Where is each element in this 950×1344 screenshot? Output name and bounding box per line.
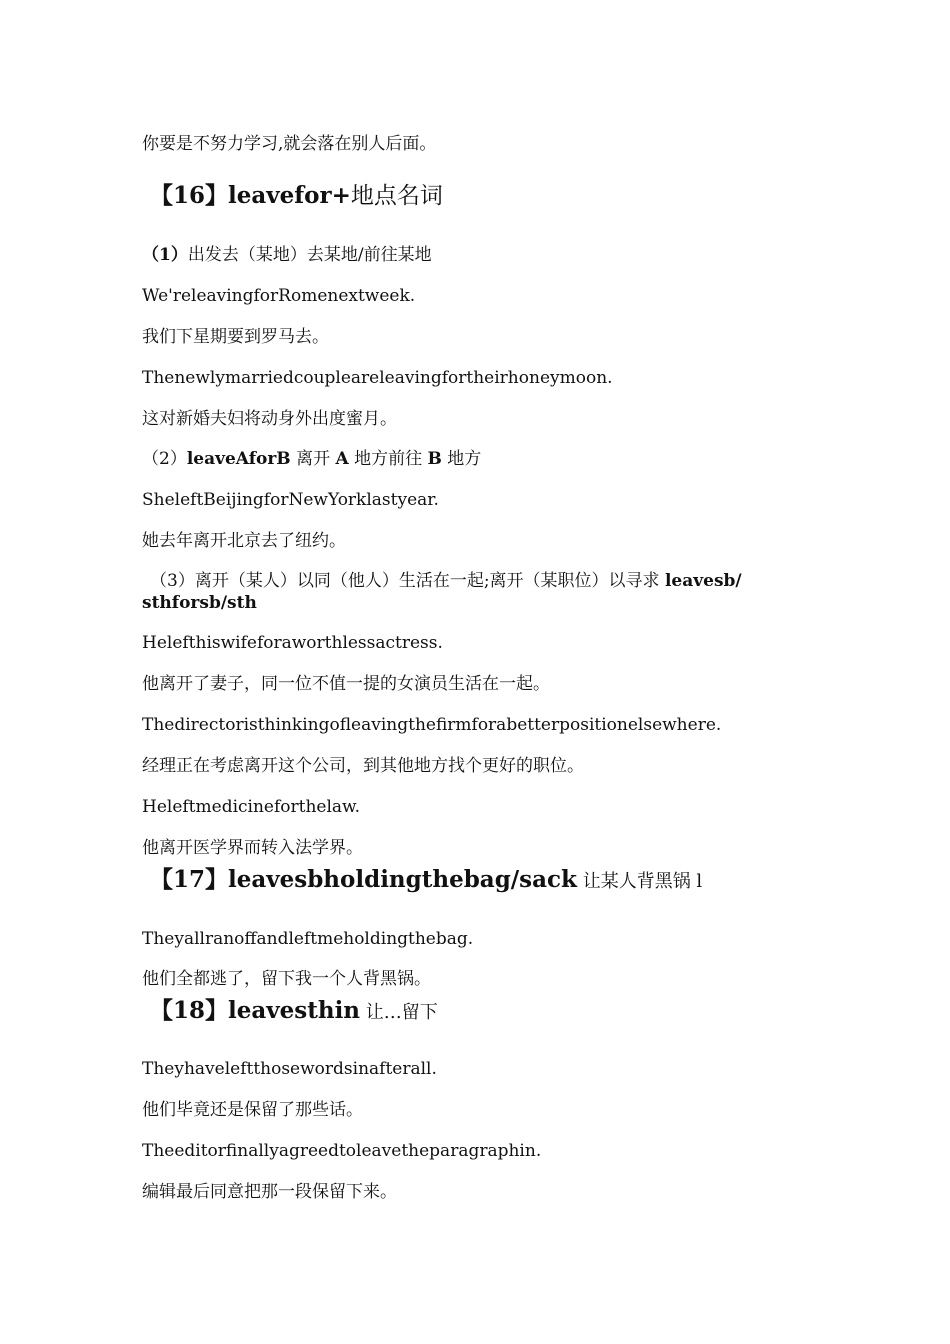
example-zh: 经理正在考虑离开这个公司，到其他地方找个更好的职位。 <box>142 756 584 776</box>
example-en: Helefthiswifeforaworthlessactress. <box>142 633 443 653</box>
text-line: 你要是不努力学习,就会落在别人后面。 <box>142 134 437 154</box>
heading-tail: 地点名词 <box>350 183 443 209</box>
example-zh: 这对新婚夫妇将动身外出度蜜月。 <box>142 409 397 429</box>
sub-bold: B <box>427 449 442 469</box>
example-zh: 他离开医学界而转入法学界。 <box>142 838 363 858</box>
sub-bold: A <box>335 449 349 469</box>
heading-bold: 【17】leavesbholdingthebag/sack <box>150 866 577 893</box>
heading-tail: 让…留下 <box>360 1002 438 1023</box>
example-zh: 他离开了妻子，同一位不值一提的女演员生活在一起。 <box>142 674 550 694</box>
sub-text: 地方 <box>441 449 482 469</box>
sub-number: （2） <box>142 449 187 469</box>
example-en: We'releavingforRomenextweek. <box>142 286 416 306</box>
subsection-1 <box>142 244 432 266</box>
heading-bold: 【16】leavefor+ <box>150 182 351 209</box>
sub-text: 地方前往 <box>348 449 428 469</box>
example-zh: 他们毕竟还是保留了那些话。 <box>142 1100 363 1120</box>
example-en: Heleftmedicineforthelaw. <box>142 797 360 817</box>
example-zh: 编辑最后同意把那一段保留下来。 <box>142 1182 397 1202</box>
example-zh: 我们下星期要到罗马去。 <box>142 327 329 347</box>
example-en: SheleftBeijingforNewYorklastyear. <box>142 490 439 510</box>
sub-text: 离开（某人）以同（他人）生活在一起;离开（某职位）以寻求 <box>194 571 665 591</box>
example-en: Thedirectoristhinkingofleavingthefirmforabetterpositionelsewhere. <box>142 715 722 735</box>
example-en: Theeditorfinallyagreedtoleavetheparagraphin. <box>142 1141 542 1161</box>
section-heading-17 <box>150 866 702 896</box>
section-heading-18 <box>150 997 438 1027</box>
sub-number: （3） <box>150 571 195 591</box>
example-zh: 她去年离开北京去了纽约。 <box>142 531 346 551</box>
example-en: Thenewlymarriedcoupleareleavingfortheirhoneymoon. <box>142 368 613 388</box>
sub-bold: leavesb/ <box>664 571 742 591</box>
sub-text: 出发去（某地）去某地/前往某地 <box>187 245 432 265</box>
heading-tail: 让某人背黑锅 l <box>576 871 703 892</box>
example-en: Theyallranoffandleftmeholdingthebag. <box>142 929 474 949</box>
sub-bold: sthforsb/sth <box>142 593 257 613</box>
subsection-2 <box>142 448 481 470</box>
example-en: Theyhaveleftthosewordsinafterall. <box>142 1059 437 1079</box>
sub-number: （1） <box>142 245 188 265</box>
heading-bold: 【18】leavesthin <box>150 997 361 1024</box>
example-zh: 他们全都逃了，留下我一个人背黑锅。 <box>142 969 431 989</box>
subsection-3 <box>142 570 802 614</box>
sub-bold: leaveAforB <box>186 449 291 469</box>
section-heading-16 <box>150 182 443 210</box>
sub-text: 离开 <box>290 449 336 469</box>
